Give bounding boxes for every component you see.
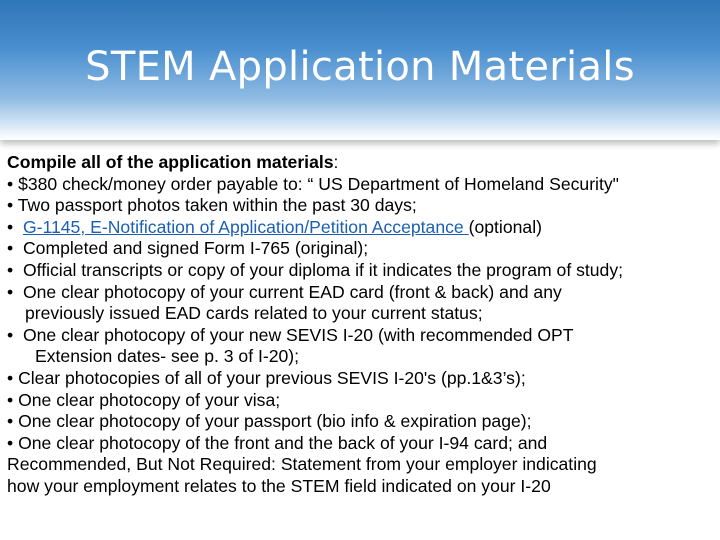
list-item-text: One clear photocopy of your passport (bio info & expiration page); bbox=[18, 411, 532, 432]
list-item-visa bbox=[7, 390, 715, 412]
list-heading bbox=[7, 152, 715, 174]
list-item-text: One clear photocopy of the front and the back of your I-94 card; and bbox=[18, 432, 548, 453]
bullet-icon: • bbox=[7, 216, 14, 237]
materials-list bbox=[7, 152, 715, 498]
g1145-link[interactable]: G-1145, E-Notification of Application/Petition Acceptance bbox=[22, 216, 469, 237]
bullet-icon: • bbox=[7, 195, 14, 216]
list-item-text: Completed and signed Form I-765 (original); bbox=[22, 238, 369, 259]
list-item-text: previously issued EAD cards related to your current status; bbox=[25, 303, 483, 324]
bullet-icon: • bbox=[7, 389, 14, 410]
list-item-text: Official transcripts or copy of your diploma if it indicates the program of study; bbox=[22, 259, 624, 280]
list-item-i94 bbox=[7, 433, 715, 455]
list-item-ead bbox=[7, 282, 715, 304]
recommended-text: how your employment relates to the STEM field indicated on your I-20 bbox=[7, 475, 551, 496]
bullet-icon: • bbox=[7, 367, 14, 388]
list-item-text: One clear photocopy of your current EAD card (front & back) and any bbox=[22, 281, 562, 302]
list-item-previous-i20 bbox=[7, 368, 715, 390]
heading-colon: : bbox=[333, 152, 339, 172]
bullet-icon: • bbox=[7, 432, 14, 453]
list-item-text: (optional) bbox=[468, 216, 542, 237]
bullet-icon: • bbox=[7, 173, 14, 194]
list-item-sevis bbox=[7, 325, 715, 347]
slide-title: STEM Application Materials bbox=[85, 44, 635, 90]
bullet-icon: • bbox=[7, 281, 14, 302]
list-item-g1145 bbox=[7, 217, 715, 239]
bullet-icon: • bbox=[7, 259, 14, 280]
list-item-text: Two passport photos taken within the past 30 days; bbox=[17, 195, 417, 216]
list-item-text: One clear photocopy of your new SEVIS I-20 (with recommended OPT bbox=[22, 324, 574, 345]
list-item-photos bbox=[7, 195, 715, 217]
list-item-text: One clear photocopy of your visa; bbox=[18, 389, 281, 410]
list-item-text: Extension dates- see p. 3 of I-20); bbox=[35, 346, 300, 367]
recommended-note-continued bbox=[7, 476, 715, 498]
list-item-text: $380 check/money order payable to: “ US Department of Homeland Security" bbox=[18, 173, 619, 194]
recommended-text: Recommended, But Not Required: Statement from your employer indicating bbox=[7, 454, 597, 475]
bullet-icon: • bbox=[7, 324, 14, 345]
list-item-passport bbox=[7, 411, 715, 433]
heading-bold-text: Compile all of the application materials bbox=[7, 152, 334, 172]
recommended-note bbox=[7, 454, 715, 476]
bullet-icon: • bbox=[7, 411, 14, 432]
bullet-icon: • bbox=[7, 238, 14, 259]
list-item-fee bbox=[7, 174, 715, 196]
list-item-text: Clear photocopies of all of your previous SEVIS I-20's (pp.1&3’s); bbox=[18, 367, 526, 388]
list-item-sevis-continued bbox=[7, 346, 715, 368]
list-item-ead-continued bbox=[7, 303, 715, 325]
list-item-i765 bbox=[7, 238, 715, 260]
list-item-transcripts bbox=[7, 260, 715, 282]
